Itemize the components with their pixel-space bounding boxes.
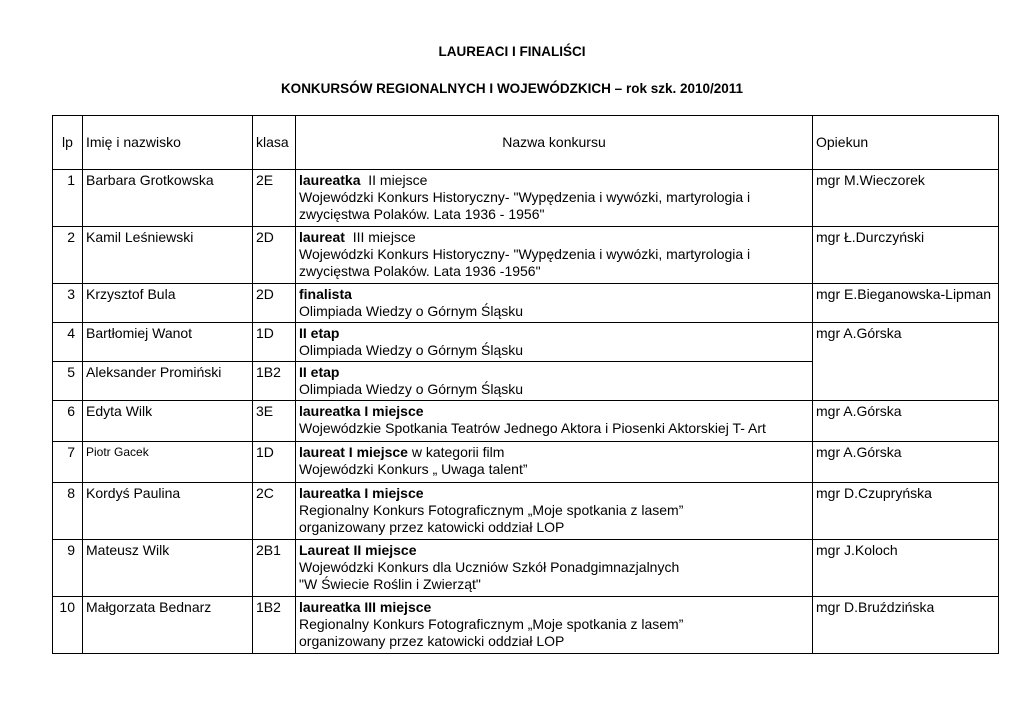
row-award-rest: w kategorii film	[407, 444, 505, 460]
results-table	[52, 115, 999, 654]
row-lp: 10	[53, 597, 83, 654]
row-opiekun: mgr Ł.Durczyński	[813, 227, 999, 284]
row-award: laureatka	[299, 172, 361, 188]
row-lp: 1	[53, 170, 83, 227]
table-body	[53, 170, 999, 654]
row-opiekun: mgr E.Bieganowska-Lipman	[813, 284, 999, 323]
row-contest-line: Olimpiada Wiedzy o Górnym Śląsku	[299, 381, 524, 397]
row-award: laureatka I miejsce	[299, 485, 424, 501]
row-contest-line: Olimpiada Wiedzy o Górnym Śląsku	[299, 303, 524, 319]
row-klasa: 2D	[253, 284, 296, 323]
row-lp: 3	[53, 284, 83, 323]
row-contest-line: Regionalny Konkurs Fotograficznym „Moje spotkania z lasem”	[299, 616, 684, 632]
row-konkurs	[296, 401, 813, 442]
row-award-line	[299, 599, 809, 616]
row-lp: 7	[53, 442, 83, 483]
row-konkurs	[296, 597, 813, 654]
row-award-line	[299, 542, 809, 559]
row-contest-line: "W Świecie Roślin i Zwierząt"	[299, 576, 481, 592]
header-konkurs: Nazwa konkursu	[296, 116, 813, 170]
table-row	[53, 284, 999, 323]
row-award-line	[299, 444, 809, 461]
row-award-rest: II miejsce	[360, 172, 428, 188]
row-award: finalista	[299, 286, 352, 302]
row-lp: 9	[53, 540, 83, 597]
row-award: laureat I miejsce	[299, 444, 408, 460]
row-award: Laureat II miejsce	[299, 542, 417, 558]
row-award-line	[299, 485, 809, 502]
row-lp: 8	[53, 483, 83, 540]
row-opiekun: mgr D.Czupryńska	[813, 483, 999, 540]
row-award: laureatka III miejsce	[299, 599, 432, 615]
row-lp: 2	[53, 227, 83, 284]
table-row	[53, 170, 999, 227]
row-klasa: 1B2	[253, 597, 296, 654]
row-contest-line: zwycięstwa Polaków. Lata 1936 - 1956"	[299, 206, 545, 222]
row-name: Piotr Gacek	[83, 442, 253, 483]
row-name: Aleksander Promiński	[83, 362, 253, 401]
row-contest-line: Wojewódzki Konkurs dla Uczniów Szkół Ponadgimnazjalnych	[299, 559, 680, 575]
row-contest-line: Wojewódzkie Spotkania Teatrów Jednego Aktora i Piosenki Aktorskiej T- Art	[299, 420, 766, 436]
row-name: Edyta Wilk	[83, 401, 253, 442]
row-award-line	[299, 325, 809, 342]
row-opiekun: mgr D.Bruździńska	[813, 597, 999, 654]
row-konkurs	[296, 362, 813, 401]
row-name: Kamil Leśniewski	[83, 227, 253, 284]
row-name: Krzysztof Bula	[83, 284, 253, 323]
row-contest-line: Wojewódzki Konkurs „ Uwaga talent”	[299, 461, 528, 477]
row-name: Bartłomiej Wanot	[83, 323, 253, 362]
row-konkurs	[296, 540, 813, 597]
row-name: Kordyś Paulina	[83, 483, 253, 540]
row-contest-line: Wojewódzki Konkurs Historyczny- "Wypędzenia i wywózki, martyrologia i	[299, 246, 751, 262]
row-award: laureatka I miejsce	[299, 403, 424, 419]
row-lp: 6	[53, 401, 83, 442]
row-contest-line: organizowany przez katowicki oddział LOP	[299, 633, 565, 649]
row-klasa: 2D	[253, 227, 296, 284]
row-award-rest: III miejsce	[344, 229, 416, 245]
table-row	[53, 597, 999, 654]
table-header-row	[53, 116, 999, 170]
row-award: laureat	[299, 229, 345, 245]
header-lp: lp	[53, 116, 83, 170]
row-award-line	[299, 229, 809, 246]
row-opiekun: mgr A.Górska	[813, 442, 999, 483]
table-row	[53, 483, 999, 540]
table-row	[53, 401, 999, 442]
row-opiekun: mgr A.Górska	[813, 323, 999, 401]
row-konkurs	[296, 483, 813, 540]
table-row	[53, 540, 999, 597]
row-award-line	[299, 286, 809, 303]
row-klasa: 2E	[253, 170, 296, 227]
row-award-line	[299, 172, 809, 189]
table-row	[53, 227, 999, 284]
row-opiekun: mgr M.Wieczorek	[813, 170, 999, 227]
row-award-line	[299, 403, 809, 420]
row-contest-line: organizowany przez katowicki oddział LOP	[299, 519, 565, 535]
row-konkurs	[296, 227, 813, 284]
row-lp: 4	[53, 323, 83, 362]
row-lp: 5	[53, 362, 83, 401]
page-subtitle: KONKURSÓW REGIONALNYCH I WOJEWÓDZKICH – rok szk. 2010/2011	[280, 81, 744, 96]
row-award: II etap	[299, 364, 340, 380]
row-klasa: 2B1	[253, 540, 296, 597]
row-contest-line: Regionalny Konkurs Fotograficznym „Moje spotkania z lasem”	[299, 502, 684, 518]
row-opiekun: mgr A.Górska	[813, 401, 999, 442]
table-row	[53, 323, 999, 362]
row-klasa: 1D	[253, 442, 296, 483]
row-konkurs	[296, 284, 813, 323]
row-contest-line: Wojewódzki Konkurs Historyczny- "Wypędzenia i wywózki, martyrologia i	[299, 189, 751, 205]
row-klasa: 3E	[253, 401, 296, 442]
table-row	[53, 442, 999, 483]
row-award: II etap	[299, 325, 340, 341]
row-klasa: 2C	[253, 483, 296, 540]
row-klasa: 1D	[253, 323, 296, 362]
row-konkurs	[296, 170, 813, 227]
row-konkurs	[296, 323, 813, 362]
row-opiekun: mgr J.Koloch	[813, 540, 999, 597]
row-name: Małgorzata Bednarz	[83, 597, 253, 654]
page-title: LAUREACI I FINALIŚCI	[438, 44, 586, 59]
row-konkurs	[296, 442, 813, 483]
row-award-line	[299, 364, 809, 381]
header-klasa: klasa	[253, 116, 296, 170]
row-name: Mateusz Wilk	[83, 540, 253, 597]
header-name: Imię i nazwisko	[83, 116, 253, 170]
row-contest-line: Olimpiada Wiedzy o Górnym Śląsku	[299, 342, 524, 358]
row-contest-line: zwycięstwa Polaków. Lata 1936 -1956"	[299, 263, 541, 279]
row-name: Barbara Grotkowska	[83, 170, 253, 227]
header-opiekun: Opiekun	[813, 116, 999, 170]
row-klasa: 1B2	[253, 362, 296, 401]
